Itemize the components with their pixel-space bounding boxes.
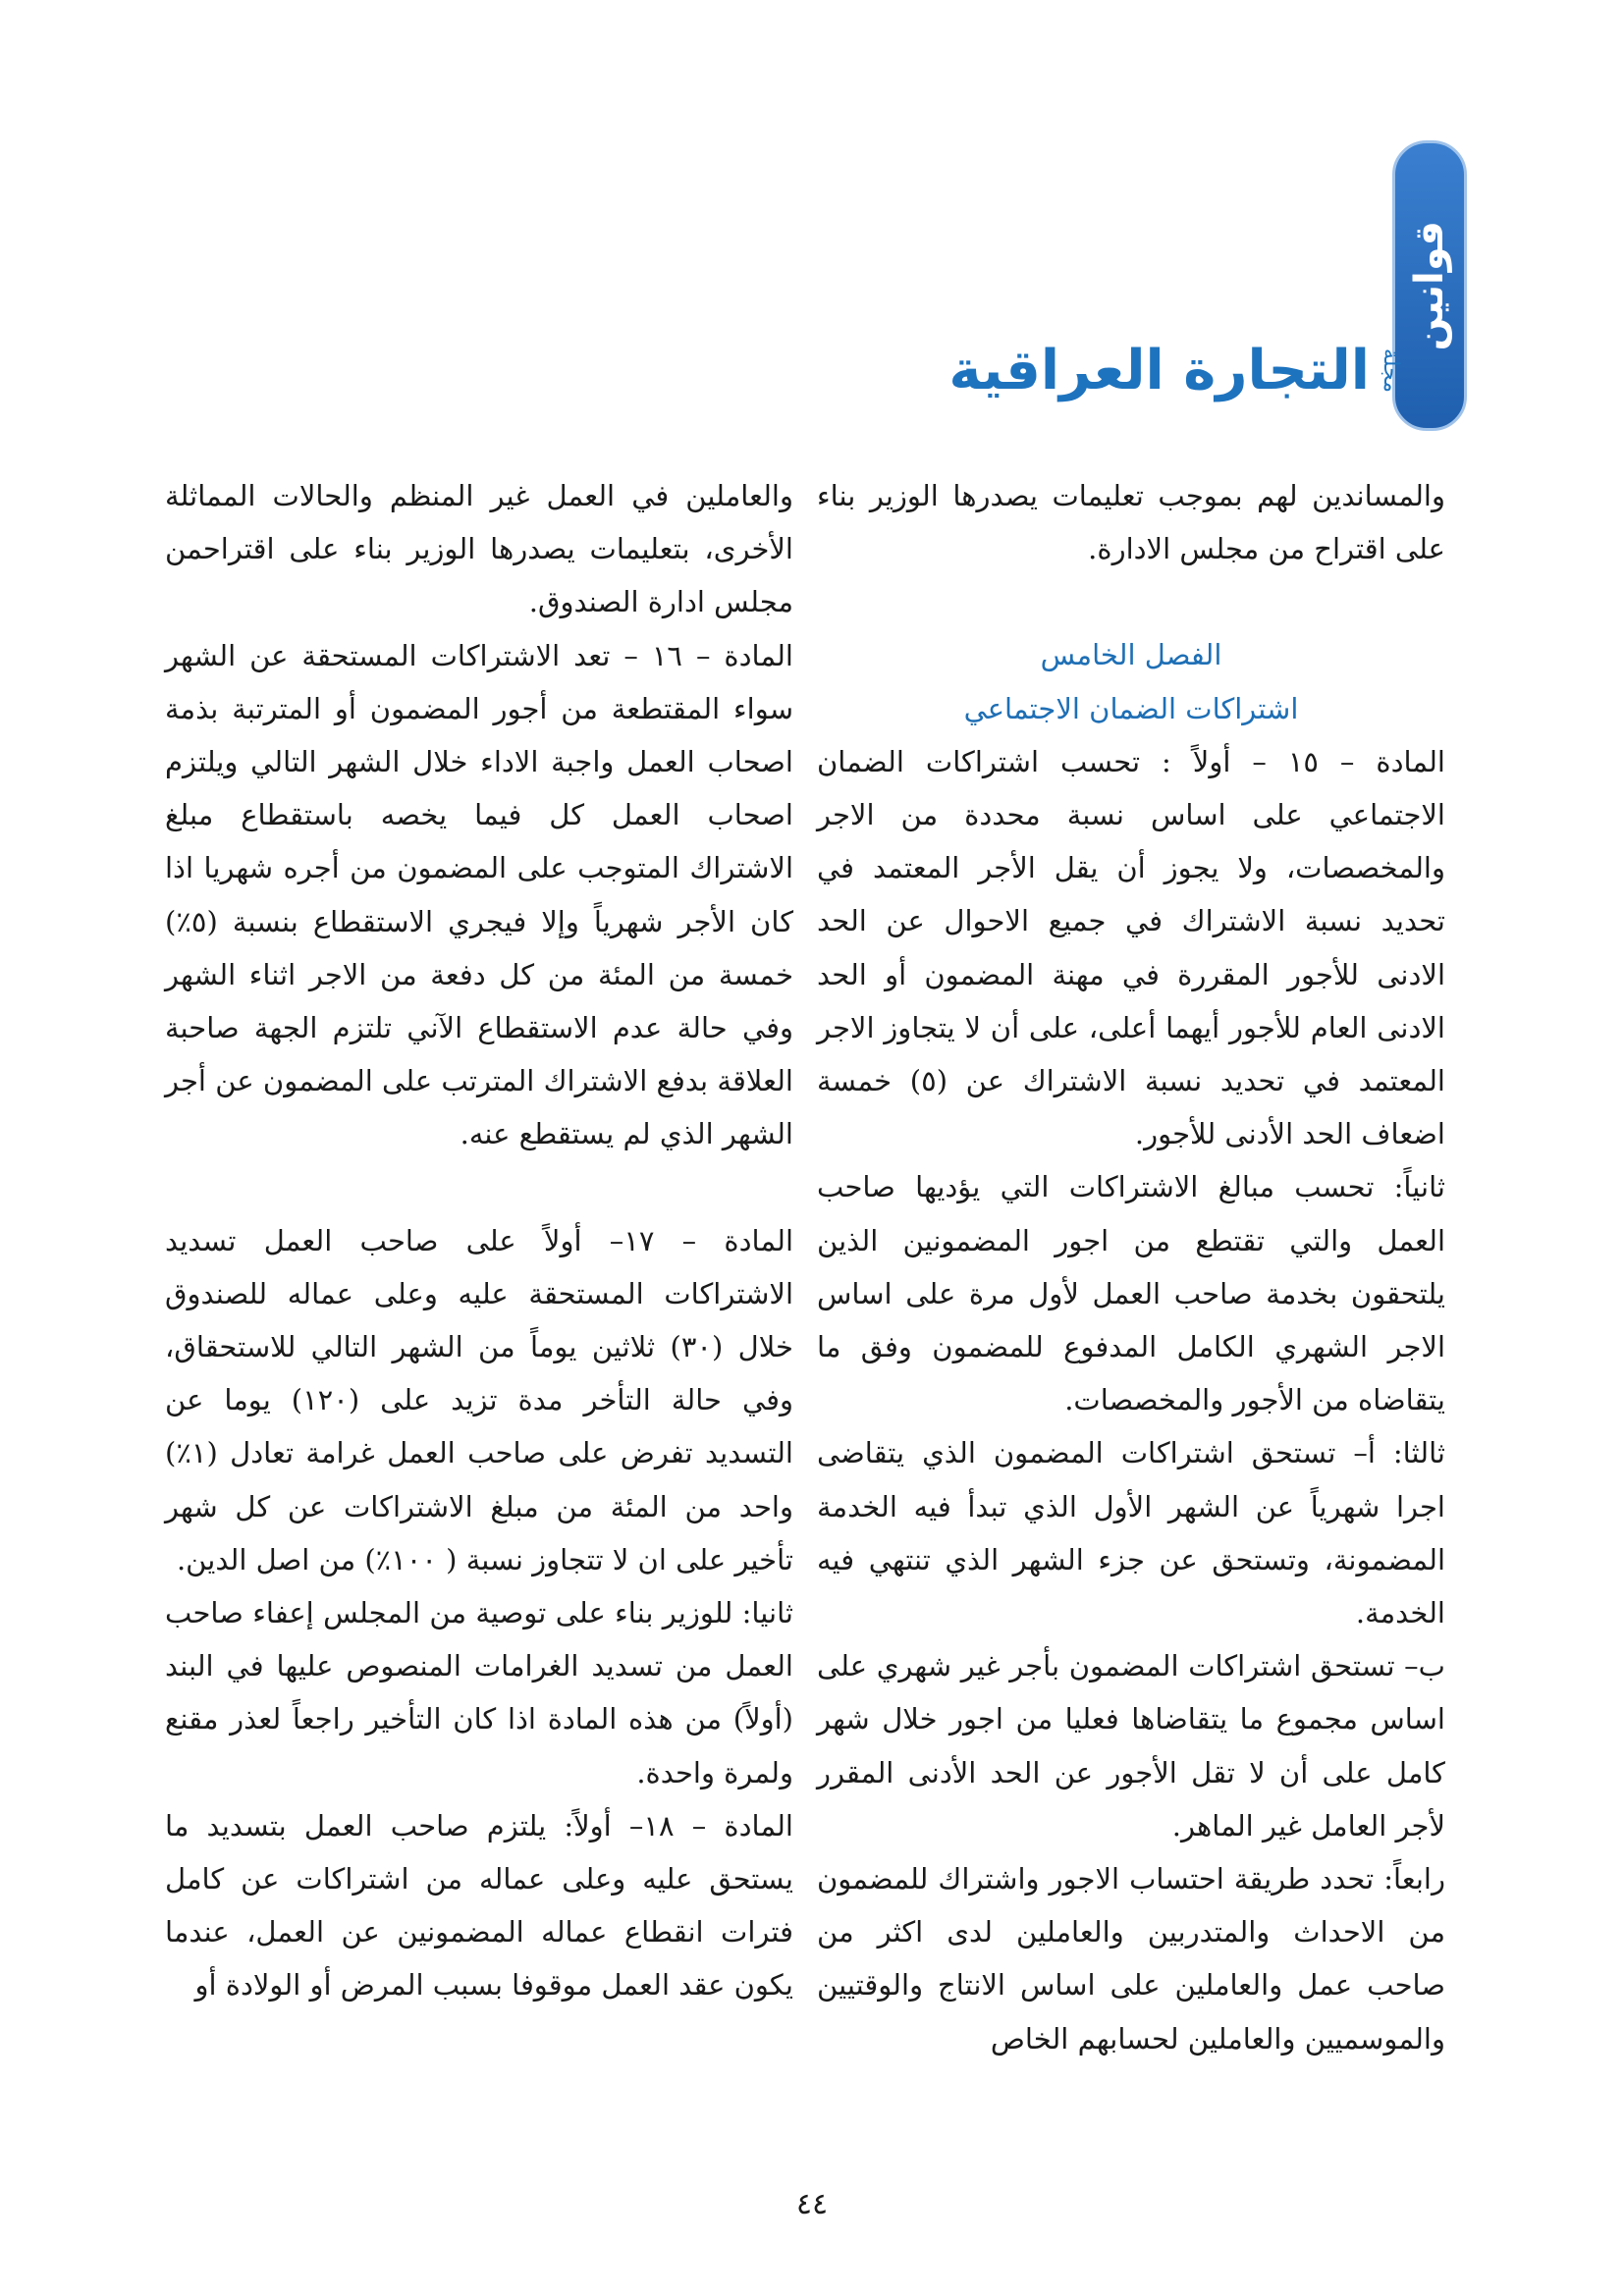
chapter-title: اشتراكات الضمان الاجتماعي [963,691,1299,725]
paragraph: ثانيا: للوزير بناء على توصية من المجلس إعفاء صاحب العمل من تسديد الغرامات المنصوص عليها في البند (أولاً) من هذه المادة اذا كان التأخير راجعاً لعذر مقنع ولمرة واحدة. [165,1596,793,1789]
spacer [165,1161,793,1214]
article-17: المادة – ١٧– أولاً على صاحب العمل تسديد الاشتراكات المستحقة عليه وعلى عماله للصندوق خلال (٣٠) ثلاثين يوماً من الشهر التالي للاستحقاق، وفي حالة التأخر مدة تزيد على (١٢٠) يوما عن التسديد تفرض على صاحب العمل غرامة تعادل (١٪) واحد من المئة من مبلغ الاشتراكات عن كل شهر تأخير على ان لا تتجاوز نسبة ( ١٠٠٪) من اصل الدين. [165,1223,794,1576]
article-16: المادة – ١٦ – تعد الاشتراكات المستحقة عن الشهر سواء المقتطعة من أجور المضمون أو المترتبة بذمة اصحاب العمل واجبة الاداء خلال الشهر التالي ويلتزم اصحاب العمل كل فيما يخصه باستقطاع مبلغ الاشتراك المتوجب على المضمون من أجره شهريا اذا كان الأجر شهرياً وإلا فيجري الاستقطاع بنسبة (٥٪) خمسة من المئة من كل دفعة من الاجر اثناء الشهر وفي حالة عدم الاستقطاع الآني تلتزم الجهة صاحبة العلاقة بدفع الاشتراك المترتب على المضمون عن أجر الشهر الذي لم يستقطع عنه. [165,638,793,1151]
paragraph: والعاملين في العمل غير المنظم والحالات المماثلة الأخرى، بتعليمات يصدرها الوزير بناء على اقتراحمن مجلس ادارة الصندوق. [165,479,793,619]
page-number: ٤٤ [795,2187,829,2221]
left-column [165,469,793,2012]
spacer [817,575,1445,628]
magazine-title: التجارة العراقية [948,339,1370,402]
paragraph: والمساندين لهم بموجب تعليمات يصدرها الوزير بناء على اقتراح من مجلس الادارة. [817,479,1445,566]
paragraph: رابعاً: تحدد طريقة احتساب الاجور واشتراك للمضمون من الاحداث والمتدربين والعاملين لدى اكثر من صاحب عمل والعاملين على اساس الانتاج والوقتيين والموسميين والعاملين لحسابهم الخاص [817,1862,1445,2056]
paragraph: ثالثا: أ– تستحق اشتراكات المضمون الذي يتقاضى اجرا شهرياً عن الشهر الأول الذي تبدأ فيه الخدمة المضمونة، وتستحق عن جزء الشهر الذي تنتهي فيه الخدمة. [817,1436,1445,1630]
paragraph: ثانياً: تحسب مبالغ الاشتراكات التي يؤديها صاحب العمل والتي تقتطع من اجور المضمونين الذين يلتحقون بخدمة صاحب العمل لأول مرة على اساس الاجر الشهري الكامل المدفوع للمضمون وفق ما يتقاضاه من الأجور والمخصصات. [817,1170,1445,1417]
right-column [817,469,1445,2065]
magazine-small-label: مجلة [1379,348,1403,394]
section-tab-label: قوانين [1407,220,1452,351]
magazine-logo [948,339,1411,402]
article-18: المادة – ١٨– أولاً: يلتزم صاحب العمل بتسديد ما يستحق عليه وعلى عماله من اشتراكات عن كامل فترات انقطاع عماله المضمونين عن العمل، عندما يكون عقد العمل موقوفا بسبب المرض أو الولادة أو [165,1808,793,2002]
paragraph: ب– تستحق اشتراكات المضمون بأجر غير شهري على اساس مجموع ما يتقاضاها فعليا من اجور خلال شهر كامل على أن لا تقل الأجور عن الحد الأدنى المقرر لأجر العامل غير الماهر. [817,1649,1445,1842]
chapter-heading: الفصل الخامس [1040,638,1222,672]
article-15: المادة – ١٥ – أولاً : تحسب اشتراكات الضمان الاجتماعي على اساس نسبة محددة من الاجر والمخصصات، ولا يجوز أن يقل الأجر المعتمد في تحديد نسبة الاشتراك في جميع الاحوال عن الحد الادنى للأجور المقررة في مهنة المضمون أو الحد الادنى العام للأجور أيهما أعلى، على أن لا يتجاوز الاجر المعتمد في تحديد نسبة الاشتراك عن (٥) خمسة اضعاف الحد الأدنى للأجور. [817,744,1445,1151]
